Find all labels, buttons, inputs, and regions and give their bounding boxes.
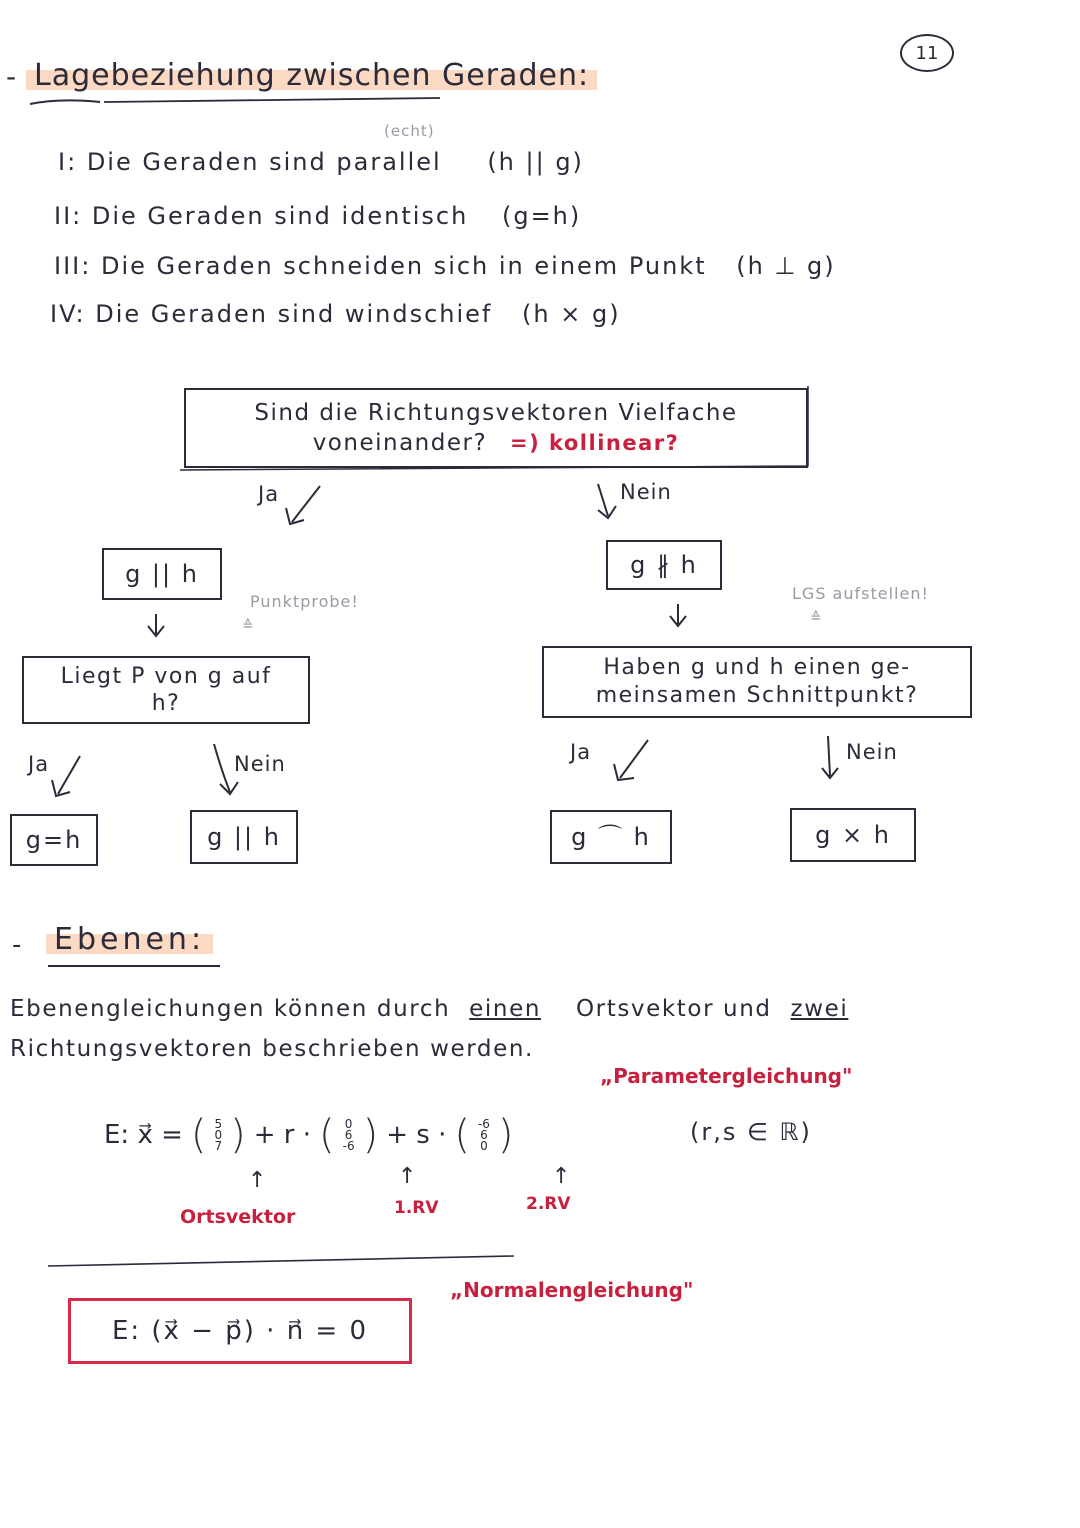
eq-lhs: E: x⃗ = bbox=[104, 1120, 183, 1150]
flow-left-question-l1: Liegt P von g auf bbox=[60, 664, 272, 689]
vec3-close-paren: ) bbox=[497, 1112, 514, 1158]
flow-yes-label: Ja bbox=[258, 482, 280, 506]
v1-y: 0 bbox=[214, 1127, 223, 1142]
flow-left-yes-label: Ja bbox=[28, 752, 50, 776]
vec1-close-paren: ) bbox=[230, 1112, 246, 1158]
root-box-shadow bbox=[180, 386, 808, 470]
arrow-left-yes bbox=[58, 756, 80, 794]
item-4-numeral: IV: bbox=[50, 300, 86, 328]
hint-lgs: LGS aufstellen! bbox=[792, 584, 929, 603]
flow-left-no-label: Nein bbox=[234, 752, 286, 776]
vec2-open-paren: ( bbox=[319, 1112, 335, 1158]
label-rv2: 2.RV bbox=[526, 1194, 571, 1214]
normal-label: „Normalengleichung" bbox=[450, 1278, 694, 1302]
section2-heading: Ebenen: bbox=[46, 922, 213, 957]
arrow-right-yes bbox=[620, 740, 648, 778]
arrow-up-rv1: ↑ bbox=[398, 1164, 417, 1189]
flow-root-line1: Sind die Richtungsvektoren Vielfache bbox=[254, 400, 738, 426]
param-label: „Parametergleichung" bbox=[600, 1064, 853, 1088]
arrow-right-no bbox=[828, 736, 830, 776]
item-2-notation: (g=h) bbox=[501, 202, 582, 230]
flow-left-question-l2: h? bbox=[151, 691, 181, 716]
result-parallel: g || h bbox=[190, 810, 298, 864]
section1-heading: Lagebeziehung zwischen Geraden: bbox=[26, 58, 597, 93]
flow-left-box: g || h bbox=[102, 548, 222, 600]
item-3-numeral: III: bbox=[54, 252, 92, 280]
item-1-numeral: I: bbox=[58, 148, 78, 176]
item-4-notation: (h ⨯ g) bbox=[522, 300, 621, 328]
ebenen-text-1a: Ebenengleichungen können durch bbox=[10, 996, 451, 1022]
arrow-up-rv2: ↑ bbox=[552, 1164, 571, 1189]
ebenen-text-1d: zwei bbox=[790, 996, 849, 1022]
vec3-open-paren: ( bbox=[454, 1112, 470, 1158]
flow-no-label: Nein bbox=[620, 480, 672, 504]
v3-y: 6 bbox=[480, 1127, 488, 1142]
hint-equal-sign-right: ≙ bbox=[810, 610, 823, 626]
eq-r: + r · bbox=[253, 1120, 312, 1150]
item-2-numeral: II: bbox=[54, 202, 83, 230]
arrow-up-ortsvektor: ↑ bbox=[248, 1168, 267, 1193]
ebenen-text-1c: Ortsvektor und bbox=[575, 996, 772, 1022]
item-3-notation: (h ⊥ g) bbox=[736, 252, 836, 280]
flow-root-line2a: voneinander? bbox=[312, 430, 488, 456]
result-identical: g=h bbox=[10, 814, 98, 866]
result-skew: g ⨯ h bbox=[790, 808, 916, 862]
v2-x: 0 bbox=[344, 1116, 353, 1131]
label-ortsvektor: Ortsvektor bbox=[180, 1206, 296, 1228]
flow-right-yes-label: Ja bbox=[570, 740, 592, 764]
section1-dash: - bbox=[6, 60, 17, 93]
item-1-notation: (h || g) bbox=[487, 148, 584, 176]
flow-right-question-l2: meinsamen Schnittpunkt? bbox=[595, 683, 919, 708]
v2-y: 6 bbox=[344, 1127, 353, 1142]
insert-note: (echt) bbox=[384, 122, 435, 140]
v2-z: -6 bbox=[342, 1138, 355, 1153]
heading-underline-short bbox=[30, 100, 100, 104]
item-3-text: Die Geraden schneiden sich in einem Punkt bbox=[100, 252, 707, 280]
flow-right-no-label: Nein bbox=[846, 740, 898, 764]
vec2-close-paren: ) bbox=[362, 1112, 379, 1158]
v3-x: -6 bbox=[477, 1116, 490, 1131]
flow-right-question-l1: Haben g und h einen ge- bbox=[603, 655, 911, 680]
v1-z: 7 bbox=[214, 1138, 223, 1153]
result-intersect: g ⌒ h bbox=[550, 810, 672, 864]
normal-equation: E: (x⃗ − p⃗) · n⃗ = 0 bbox=[111, 1316, 369, 1346]
section2-dash: - bbox=[12, 930, 22, 960]
v3-z: 0 bbox=[480, 1138, 488, 1153]
hint-punktprobe: Punktprobe! bbox=[250, 592, 359, 611]
eq-s: + s · bbox=[386, 1120, 447, 1150]
eq-domain: (r,s ∈ ℝ) bbox=[690, 1118, 812, 1146]
heading-underline-long bbox=[104, 98, 440, 102]
arrow-root-left bbox=[292, 486, 320, 522]
item-4-text: Die Geraden sind windschief bbox=[95, 300, 493, 328]
item-2-text: Die Geraden sind identisch bbox=[91, 202, 469, 230]
vec1-open-paren: ( bbox=[190, 1112, 207, 1158]
label-rv1: 1.RV bbox=[394, 1198, 439, 1218]
page-number-text: 11 bbox=[915, 42, 939, 64]
item-1-text: Die Geraden sind parallel bbox=[86, 148, 442, 176]
ebenen-text-line2: Richtungsvektoren beschrieben werden. bbox=[10, 1036, 534, 1062]
flow-root-kollinear: =) kollinear? bbox=[509, 431, 680, 455]
hint-equal-sign-left: ≙ bbox=[242, 618, 255, 634]
v1-x: 5 bbox=[214, 1116, 223, 1131]
section-divider bbox=[48, 1256, 514, 1266]
flow-right-box: g ∦ h bbox=[606, 540, 722, 590]
ebenen-text-1b: einen bbox=[469, 996, 542, 1022]
